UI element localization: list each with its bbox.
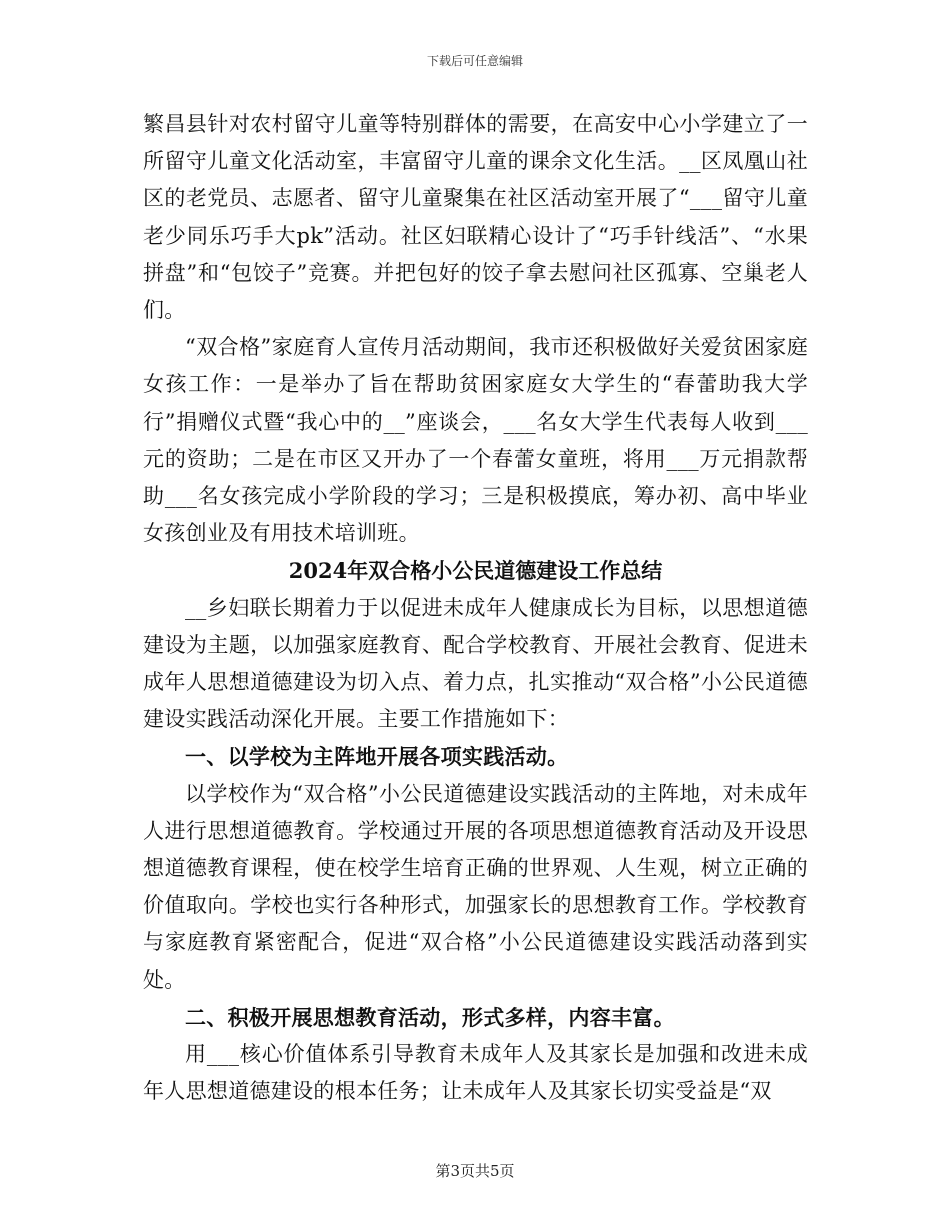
section-heading-2: 二、积极开展思想教育活动，形式多样，内容丰富。 <box>185 1004 675 1030</box>
section-title: 2024年双合格小公民道德建设工作总结 <box>288 558 663 584</box>
header-note: 下载后可任意编辑 <box>426 54 523 68</box>
paragraph-1: 繁昌县针对农村留守儿童等特别群体的需要，在高安中心小学建立了一所留守儿童文化活动室，丰富留守儿童的课余文化生活。__区凤凰山社区的老党员、志愿者、留守儿童聚集在社区活动室开展了“___留守儿童老少同乐巧手大pk”活动。社区妇联精心设计了“巧手针线活”、“水果拼盘”和“包饺子”竞赛。并把包好的饺子拿去慰问社区孤寡、空巢老人们。 <box>143 112 808 323</box>
paragraph-5: 用___核心价值体系引导教育未成年人及其家长是加强和改进未成年人思想道德建设的根本任务；让未成年人及其家长切实受益是“双 <box>143 1042 808 1104</box>
section-heading-1: 一、以学校为主阵地开展各项实践活动。 <box>185 744 569 770</box>
page-number: 第3页共5页 <box>435 1162 515 1180</box>
paragraph-4: 以学校作为“双合格”小公民道德建设实践活动的主阵地，对未成年人进行思想道德教育。学校通过开展的各项思想道德教育活动及开设思想道德教育课程，使在校学生培育正确的世界观、人生观，树立正确的价值取向。学校也实行各种形式，加强家长的思想教育工作。学校教育与家庭教育紧密配合，促进“双合格”小公民道德建设实践活动落到实处。 <box>143 781 808 992</box>
document-body <box>143 106 808 1110</box>
paragraph-3: __乡妇联长期着力于以促进未成年人健康成长为目标，以思想道德建设为主题，以加强家庭教育、配合学校教育、开展社会教育、促进未成年人思想道德建设为切入点、着力点，扎实推动“双合格”小公民道德建设实践活动深化开展。主要工作措施如下： <box>143 595 808 732</box>
paragraph-2: “双合格”家庭育人宣传月活动期间，我市还积极做好关爱贫困家庭女孩工作：一是举办了旨在帮助贫困家庭女大学生的“春蕾助我大学行”捐赠仪式暨“我心中的__”座谈会，___名女大学生代表每人收到___元的资助；二是在市区又开办了一个春蕾女童班，将用___万元捐款帮助___名女孩完成小学阶段的学习；三是积极摸底，筹办初、高中毕业女孩创业及有用技术培训班。 <box>143 335 808 546</box>
